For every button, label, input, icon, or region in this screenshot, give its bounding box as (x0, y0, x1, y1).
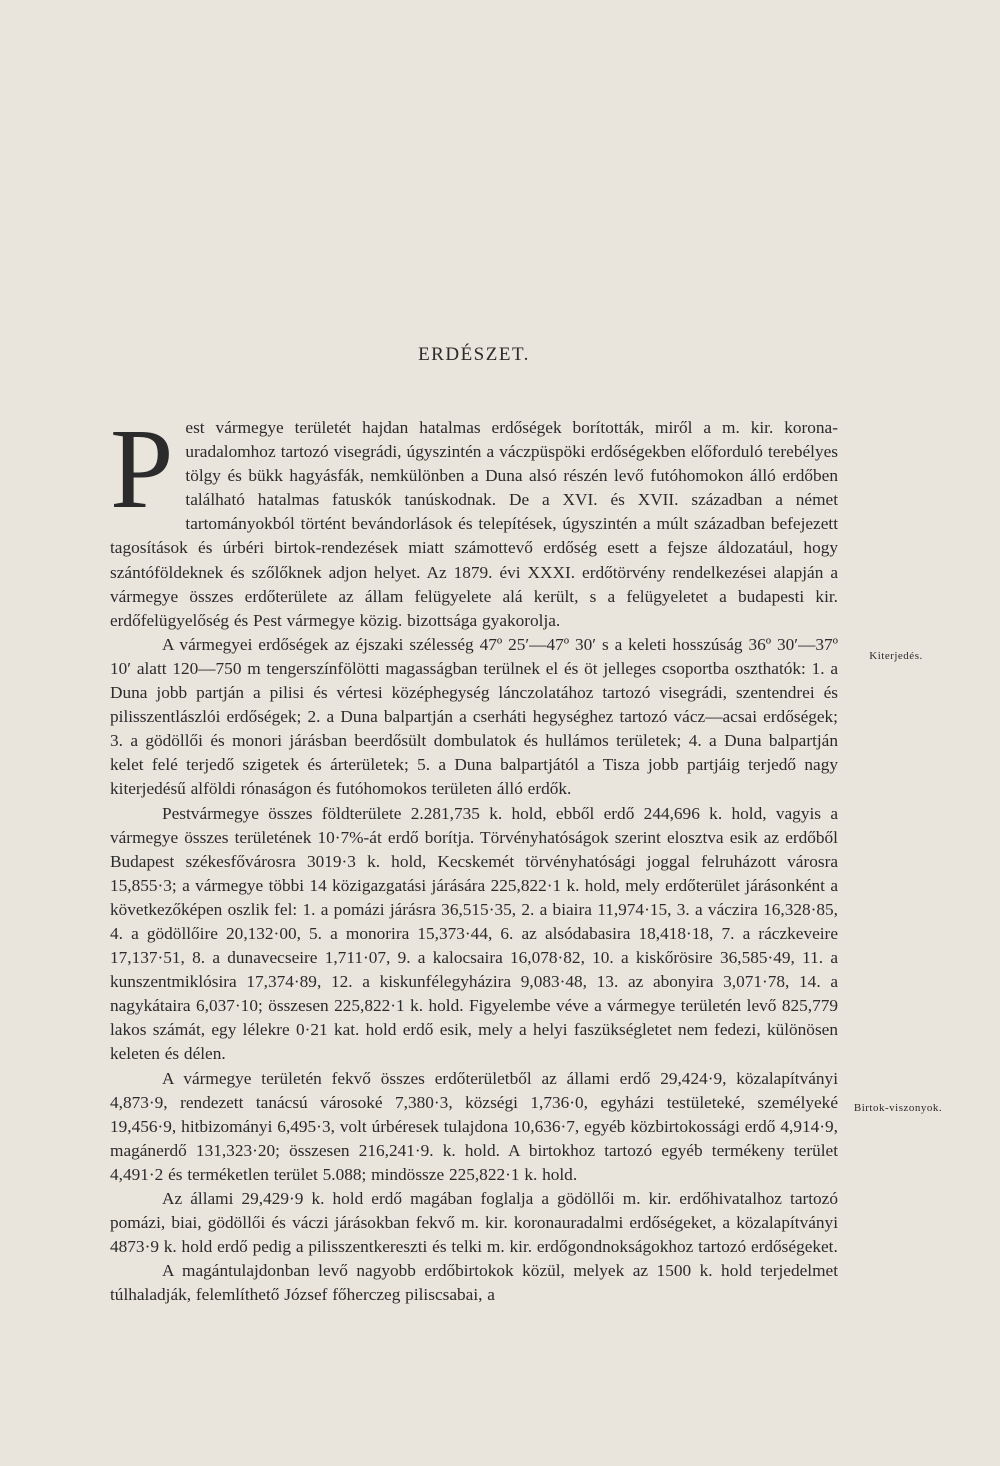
article-body (110, 405, 838, 1307)
margin-note-ownership: Birtok-viszonyok. (853, 1102, 943, 1114)
paragraph: Az állami 29,429·9 k. hold erdő magában foglalja a gödöllői m. kir. erdőhivatalhoz tartozó pomázi, biai, gödöllői és váczi járásokban fekvő m. kir. koronauradalmi erdőségeket, a közalapítványi 4873·9 k. hold erdő pedig a pilisszentkereszti és telki m. kir. erdőgondnokságokhoz tartozó erdőségeket. (110, 1189, 838, 1257)
paragraph: A magántulajdonban levő nagyobb erdőbirtokok közül, melyek az 1500 k. hold terjedelmet túlhaladják, felemlíthető József főherczeg piliscsabai, a (110, 1261, 838, 1305)
drop-cap: P (110, 405, 174, 532)
margin-note-extent: Kiterjedés. (869, 650, 923, 662)
paragraph: A vármegyei erdőségek az éjszaki szélesség 47º 25′—47º 30′ s a keleti hosszúság 36º 30′—37º 10′ alatt 120—750 m tengerszínfölötti magasságban terülnek el és öt jelleges csoportba oszthatók: 1. a Duna jobb partján a pilisi és vértesi középhegység lánczolatához tartozó visegrádi, szentendrei és pilisszentlászlói erdőségek; 2. a Duna balpartján a cserháti hegységhez tartozó vácz—acsai erdőségek; 3. a gödöllői és monori járásban beerdősült dombulatok és hullámos területek; 4. a Duna balpartján kelet felé terjedő szigetek és árterületek; 5. a Duna balpartjától a Tisza jobb partjáig terjedő nagy kiterjedésű alföldi rónaságon és futóhomokos területen álló erdők. (110, 634, 838, 799)
paragraph: Pestvármegye összes földterülete 2.281,735 k. hold, ebből erdő 244,696 k. hold, vagyis a vármegye összes területének 10·7%-át erdő borítja. Törvényhatóságok szerint elosztva esik az erdőből Budapest székesfővárosra 3019·3 k. hold, Kecskemét törvényhatósági joggal felruházott városra 15,855·3; a vármegye többi 14 közigazgatási járására 225,822·1 k. hold, mely erdőterület járásonként a következőképen oszlik fel: 1. a pomázi járásra 36,515·35, 2. a biaira 11,974·15, 3. a váczira 16,328·85, 4. a gödöllőire 20,132·00, 5. a monorira 15,373·44, 6. az alsódabasira 18,418·18, 7. a ráczkeveire 17,137·51, 8. a dunavecseire 1,711·07, 9. a kalocsaira 16,078·82, 10. a kiskőrösire 36,585·49, 11. a kunszentmiklósira 17,374·89, 12. a kiskunfélegyházira 9,083·48, 13. az abonyira 3,071·78, 14. a nagykátaira 6,037·10; összesen 225,822·1 k. hold. Figyelembe véve a vármegye területén levő 825,779 lakos számát, egy lélekre 0·21 kat. hold erdő esik, mely a helyi faszükségletet nem fedezi, különösen keleten és délen. (110, 803, 838, 1064)
paragraph: A vármegye területén fekvő összes erdőterületből az állami erdő 29,424·9, közalapítványi 4,873·9, rendezett tanácsú városoké 7,380·3, községi 1,736·0, egyházi testületeké, személyeké 19,456·9, hitbizományi 6,495·3, volt úrbéresek tulajdona 10,636·7, egyéb közbirtokossági erdő 4,914·9, magánerdő 131,323·20; összesen 216,241·9. k. hold. A birtokhoz tartozó egyéb termékeny terület 4,491·2 és terméketlen terület 5.088; mindössze 225,822·1 k. hold. (110, 1068, 838, 1184)
page-title: ERDÉSZET. (418, 344, 530, 365)
paragraph: Pest vármegye területét hajdan hatalmas erdőségek borították, miről a m. kir. korona-uradalomhoz tartozó visegrádi, úgyszintén a váczpüspöki erdőségekben előforduló terebélyes tölgy és bükk hagyásfák, nemkülönben a Duna alsó részén levő futóhomokon álló erdőben található hatalmas fatuskók tanúskodnak. De a XVI. és XVII. században a német tartományokból történt bevándorlások és telepítések, úgyszintén a múlt században befejezett tagosítások és úrbéri birtok-rendezések miatt számottevő erdőség esett a fejsze áldozatául, hogy szántóföldeknek és szőlőknek adjon helyet. Az 1879. évi XXXI. erdőtörvény rendelkezései alapján a vármegye összes erdőterülete az állam felügyelete alá került, s a felügyeletet a budapesti kir. erdőfelügyelőség és Pest vármegye közig. bizottsága gyakorolja. (110, 405, 838, 630)
